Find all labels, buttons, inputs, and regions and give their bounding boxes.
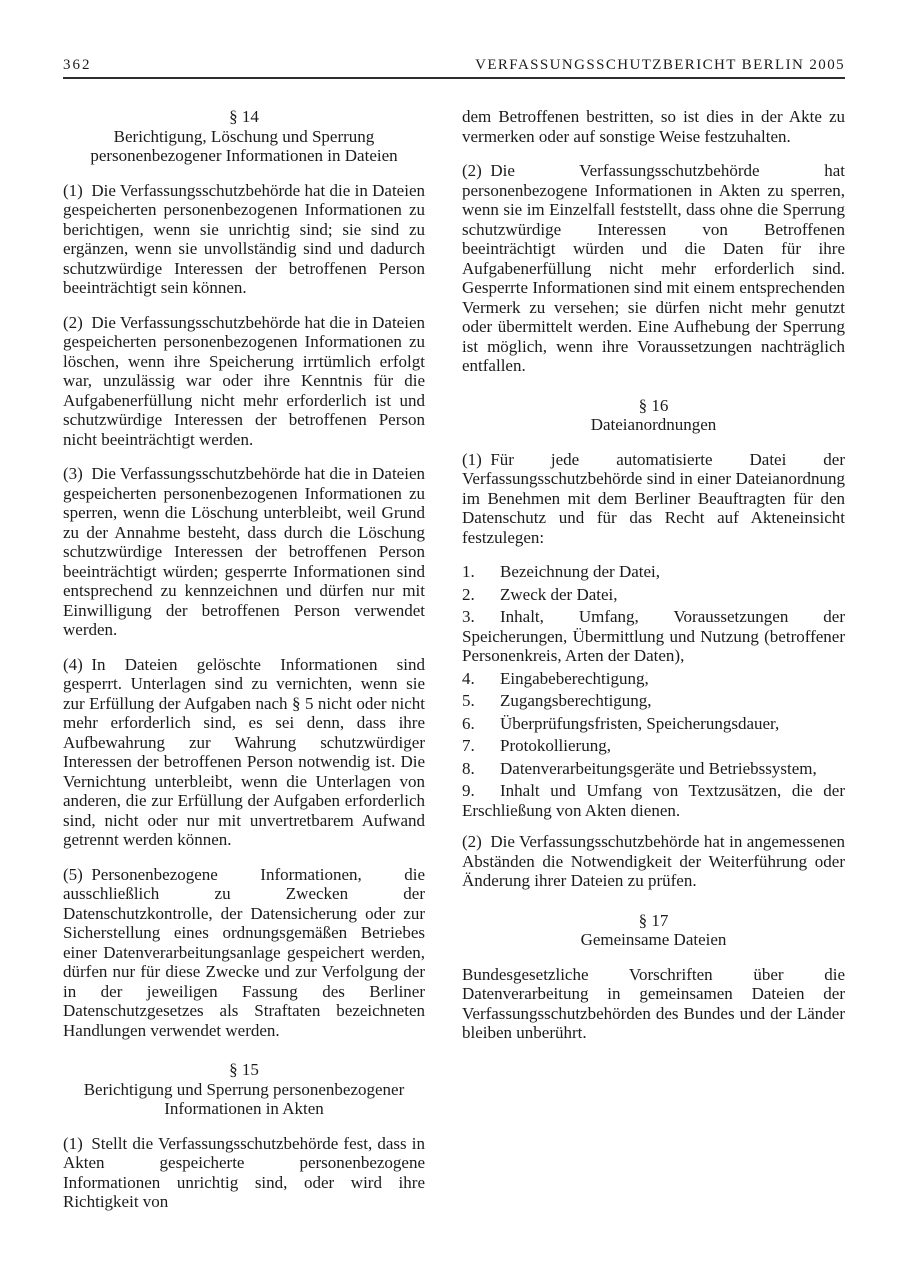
section-16-paragraph-1: (1) Für jede automatisierte Datei der Verfassungsschutzbehörde sind in einer Dateianordnung im Benehmen mit dem Berliner Beauftragten für den Datenschutz und für das Recht auf Akteneinsicht festzulegen: (462, 449, 845, 547)
list-item-number: 3. (462, 607, 475, 626)
list-item-number: 5. (462, 691, 475, 710)
column-left (63, 107, 425, 1227)
section-17-number: § 17 (638, 910, 669, 930)
section-15-number: § 15 (229, 1060, 259, 1079)
list-item-text: Zweck der Datei, (500, 584, 618, 604)
running-title: VERFASSUNGSSCHUTZBERICHT BERLIN 2005 (475, 57, 845, 73)
list-item (462, 714, 845, 734)
list-item (462, 562, 845, 582)
section-14-title: Berichtigung, Löschung und Sperrung personenbezogener Informationen in Dateien (90, 126, 398, 165)
list-item-text: Inhalt, Umfang, Voraussetzungen der Speicherungen, Übermittlung und Nutzung (betroffener Personenkreis, Arten der Daten), (462, 607, 845, 665)
page-header (63, 56, 845, 79)
list-item-number: 2. (462, 584, 475, 604)
section-17-heading (462, 911, 845, 950)
list-item (462, 691, 845, 711)
list-item-number: 1. (462, 562, 475, 581)
section-17-paragraph-1: Bundesgesetzliche Vorschriften über die Datenverarbeitung in gemeinsamen Dateien der Verfassungsschutzbehörden des Bundes und der Länder bleiben unberührt. (462, 964, 845, 1042)
list-item-number: 4. (462, 668, 475, 688)
list-item-number: 8. (462, 758, 475, 778)
list-item-text: Protokollierung, (500, 736, 611, 755)
list-item-number: 9. (462, 781, 475, 800)
section-15-paragraph-1-start: (1) Stellt die Verfassungsschutzbehörde fest, dass in Akten gespeicherte personenbezogene Informationen unrichtig sind, oder wird ihre Richtigkeit von (63, 1133, 425, 1211)
list-item (462, 781, 845, 820)
list-item-number: 7. (462, 736, 475, 755)
list-item-text: Inhalt und Umfang von Textzusätzen, die der Erschließung von Akten dienen. (462, 781, 845, 820)
section-14-paragraph-3: (3) Die Verfassungsschutzbehörde hat die in Dateien gespeicherten personenbezogenen Informationen zu sperren, wenn die Löschung unterbleibt, weil Grund zu der Annahme besteht, dass durch die Löschung schutzwürdige Interessen der betroffenen Person beeinträchtigt würden; gesperrte Informationen sind entsprechend zu kennzeichnen und dürfen nur mit Einwilligung der betroffenen Person verwendet werden. (63, 464, 425, 639)
section-15-heading (63, 1060, 425, 1119)
section-15-title: Berichtigung und Sperrung personenbezogener Informationen in Akten (83, 1079, 405, 1118)
section-14-paragraph-5: (5) Personenbezogene Informationen, die ausschließlich zu Zwecken der Datenschutzkontrolle, der Datensicherung oder zur Sicherstellung eines ordnungsgemäßen Betriebes einer Datenverarbeitungsanlage gespeichert werden, dürfen nur für diese Zwecke und zur Verfolgung der in der jeweiligen Fassung des Berliner Datenschutzgesetzes als Straftaten bezeichneten Handlungen verwendet werden. (63, 864, 425, 1040)
section-16-number: § 16 (638, 395, 669, 415)
list-item-text: Zugangsberechtigung, (500, 691, 652, 710)
page-number: 362 (63, 57, 92, 73)
text-columns (63, 107, 845, 1227)
column-right (462, 107, 845, 1227)
section-17-title: Gemeinsame Dateien (580, 930, 727, 949)
list-item (462, 607, 845, 666)
list-item-text: Bezeichnung der Datei, (500, 562, 661, 581)
list-item (462, 585, 845, 605)
list-item (462, 736, 845, 756)
section-14-paragraph-2: (2) Die Verfassungsschutzbehörde hat die in Dateien gespeicherten personenbezogenen Informationen zu löschen, wenn ihre Speicherung irrtümlich erfolgt war, unzulässig war oder ihre Kenntnis für die Aufgabenerfüllung nicht mehr erforderlich ist und schutzwürdige Interessen der betroffenen Person nicht beeinträchtigt werden. (63, 312, 425, 449)
list-item (462, 759, 845, 779)
section-15-paragraph-2: (2) Die Verfassungsschutzbehörde hat personenbezogene Informationen in Akten zu sperren, wenn sie im Einzelfall feststellt, dass ohne die Sperrung schutzwürdige Interessen von Betroffenen beeinträchtigt würden und die Daten für ihre Aufgabenerfüllung nicht mehr erforderlich sind. Gesperrte Informationen sind mit einem entsprechenden Vermerk zu versehen; sie dürfen nicht mehr genutzt oder übermittelt werden. Eine Aufhebung der Sperrung ist möglich, wenn ihre Voraussetzungen nachträglich entfallen. (462, 161, 845, 375)
section-14-heading (63, 107, 425, 166)
section-14-paragraph-4: (4) In Dateien gelöschte Informationen sind gesperrt. Unterlagen sind zu vernichten, wenn sie zur Erfüllung der Aufgaben nach § 5 nicht oder nicht mehr erforderlich sind, es sei denn, dass ihre Aufbewahrung zur Wahrung schutzwürdiger Interessen der betroffenen Person notwendig ist. Die Vernichtung unterbleibt, wenn die Unterlagen von anderen, die zur Erfüllung der Aufgaben erforderlich sind, nicht oder nur mit unvertretbarem Aufwand getrennt werden können. (63, 654, 425, 849)
section-16-paragraph-2: (2) Die Verfassungsschutzbehörde hat in angemessenen Abständen die Notwendigkeit der Weiterführung oder Änderung ihrer Dateien zu prüfen. (462, 832, 845, 890)
section-16-list (462, 562, 845, 820)
list-item-text: Überprüfungsfristen, Speicherungsdauer, (500, 713, 780, 733)
section-16-title: Dateianordnungen (590, 415, 717, 434)
section-16-heading (462, 396, 845, 435)
list-item-number: 6. (462, 713, 475, 733)
list-item-text: Datenverarbeitungsgeräte und Betriebssystem, (500, 758, 817, 778)
list-item (462, 669, 845, 689)
section-15-paragraph-1-continued: dem Betroffenen bestritten, so ist dies in der Akte zu vermerken oder auf sonstige Weise festzuhalten. (462, 107, 845, 146)
section-14-number: § 14 (229, 107, 259, 126)
section-14-paragraph-1: (1) Die Verfassungsschutzbehörde hat die in Dateien gespeicherten personenbezogenen Informationen zu berichtigen, wenn sie unrichtig sind; sie sind zu ergänzen, wenn sie unvollständig sind und dadurch schutzwürdige Interessen der betroffenen Person beeinträchtigt sein können. (63, 180, 425, 297)
list-item-text: Eingabeberechtigung, (500, 668, 649, 688)
